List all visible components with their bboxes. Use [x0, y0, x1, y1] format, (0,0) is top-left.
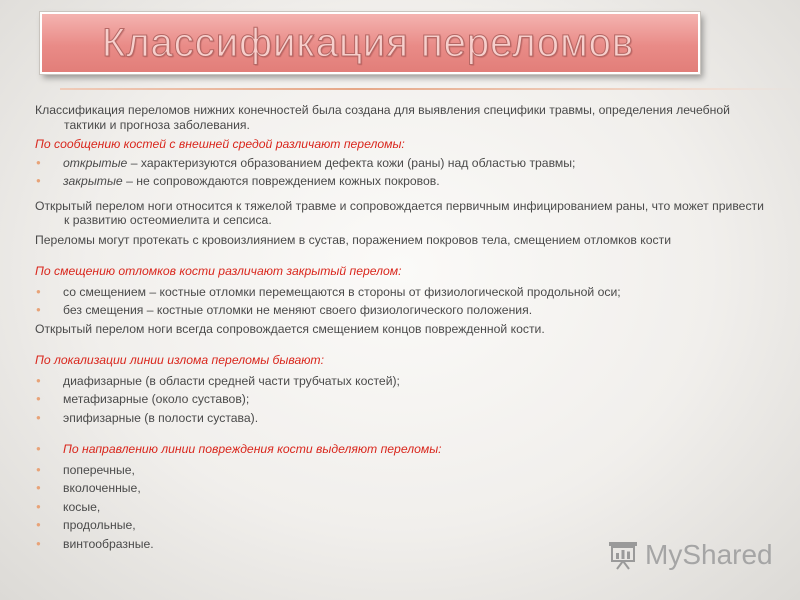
displacement-paragraph: Открытый перелом ноги всегда сопровождается смещением концов поврежденной кости.: [35, 321, 545, 336]
location-heading: По локализации линии излома переломы бывают:: [35, 353, 324, 367]
list-item: ● диафизарные (в области средней части трубчатых костей);: [36, 373, 400, 388]
title-divider: [60, 88, 800, 90]
bullet-icon: ●: [36, 286, 41, 296]
bullet-icon: ●: [36, 375, 41, 385]
list-item: ● закрытые – не сопровождаются повреждением кожных покровов.: [36, 174, 440, 188]
list-item: ● метафизарные (около суставов);: [36, 392, 250, 406]
bullet-icon: ●: [36, 394, 41, 403]
contact-heading: По сообщению костей с внешней средой различают переломы:: [35, 137, 405, 151]
logo-text: MyShared: [645, 539, 773, 570]
myshared-logo: [607, 537, 773, 573]
direction-heading: ● По направлению линии повреждения кости выделяют переломы:: [36, 442, 442, 456]
bullet-icon: ●: [36, 483, 41, 492]
bullet-icon: ●: [36, 444, 41, 453]
slide-body: [35, 103, 770, 551]
list-item: ● винтообразные.: [36, 536, 154, 551]
list-item: ● вколоченные,: [36, 481, 141, 495]
bullet-icon: ●: [36, 176, 41, 185]
list-item: ● открытые – характеризуются образованием дефекта кожи (раны) над областью травмы;: [36, 155, 576, 170]
list-item: ● продольные,: [36, 518, 136, 532]
bullet-icon: ●: [36, 464, 41, 474]
list-item: ● косые,: [36, 499, 101, 514]
bullet-icon: ●: [36, 305, 41, 314]
list-item: ● без смещения – костные отломки не меняют своего физиологического положения.: [36, 303, 533, 317]
displacement-heading: По смещению отломков кости различают закрытый перелом:: [35, 264, 402, 278]
intro-paragraph: Классификация переломов нижних конечностей была создана для выявления специфики травмы, определения лечебной тактики и прогноза заболевания.: [35, 103, 730, 132]
bullet-icon: ●: [36, 520, 41, 529]
presentation-board-icon: [607, 539, 639, 571]
bullet-icon: ●: [36, 157, 41, 167]
bullet-icon: ●: [36, 412, 41, 422]
bullet-icon: ●: [36, 501, 41, 511]
list-item: ● эпифизарные (в полости сустава).: [36, 410, 259, 425]
bullet-icon: ●: [36, 538, 41, 548]
list-item: ● со смещением – костные отломки перемещаются в стороны от физиологической продольной оси;: [36, 284, 621, 299]
open-fracture-paragraph: Открытый перелом ноги относится к тяжелой травме и сопровождается первичным инфицированием раны, что может привести к развитию остеомиелита и сепсиса.: [35, 198, 764, 227]
slide-title: Классификация переломов: [101, 21, 635, 65]
joint-paragraph: Переломы могут протекать с кровоизлиянием в сустав, поражением покровов тела, смещением отломков кости: [35, 232, 671, 247]
list-item: ● поперечные,: [36, 462, 135, 477]
